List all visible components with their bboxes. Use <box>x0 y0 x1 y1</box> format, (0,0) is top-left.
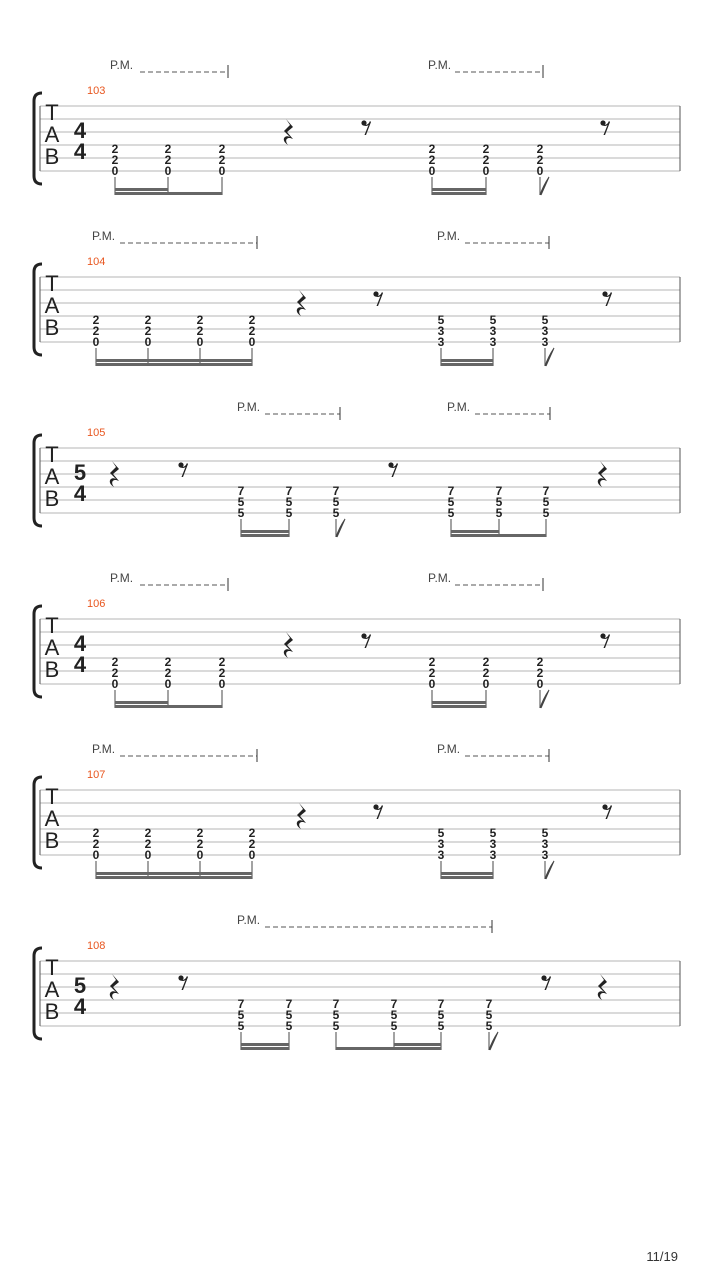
palm-mute-label: P.M. <box>92 742 116 756</box>
eighth-rest <box>388 462 398 477</box>
tab-clef-letter: A <box>44 977 60 1002</box>
fret-number: 5 <box>332 495 340 509</box>
eighth-rest-dot <box>600 633 605 638</box>
fret-number: 7 <box>237 484 245 498</box>
fret-number: 2 <box>111 153 119 167</box>
eighth-rest-dot <box>178 975 183 980</box>
measure-number: 108 <box>87 940 106 952</box>
fret-number: 3 <box>541 324 549 338</box>
fret-number: 0 <box>536 677 544 691</box>
note-beam <box>241 530 289 533</box>
fret-number: 0 <box>428 677 436 691</box>
fret-number: 3 <box>437 837 445 851</box>
fret-number: 2 <box>196 324 204 338</box>
fret-number: 3 <box>489 837 497 851</box>
fret-number: 7 <box>495 484 503 498</box>
eighth-rest-dot <box>600 120 605 125</box>
tab-clef-letter: A <box>44 293 60 318</box>
tab-system <box>34 571 680 708</box>
palm-mute-label: P.M. <box>437 229 461 243</box>
fret-number: 0 <box>482 677 490 691</box>
tab-clef-letter: T <box>45 100 59 125</box>
palm-mute-label: P.M. <box>110 58 134 72</box>
system-bracket <box>34 606 42 697</box>
fret-number: 5 <box>495 495 503 509</box>
fret-number: 2 <box>218 153 226 167</box>
note-beam <box>96 359 252 362</box>
palm-mute-label: P.M. <box>110 571 134 585</box>
note-beam <box>441 876 493 879</box>
fret-number: 5 <box>285 1019 293 1033</box>
note-beam <box>499 534 546 537</box>
fret-number: 0 <box>111 677 119 691</box>
note-beam <box>441 872 493 875</box>
eighth-rest-dot <box>602 291 607 296</box>
fret-number: 2 <box>111 655 119 669</box>
time-signature-top: 5 <box>73 973 87 998</box>
fret-number: 7 <box>285 997 293 1011</box>
fret-number: 0 <box>111 164 119 178</box>
eighth-rest <box>600 633 610 648</box>
tab-clef-letter: B <box>44 486 60 511</box>
fret-number: 3 <box>489 848 497 862</box>
note-beam <box>241 534 289 537</box>
time-signature-bottom: 4 <box>73 139 87 164</box>
fret-number: 2 <box>482 666 490 680</box>
note-beam <box>96 363 252 366</box>
tab-clef-letter: T <box>45 784 59 809</box>
note-flag <box>540 177 549 195</box>
fret-number: 2 <box>144 837 152 851</box>
fret-number: 5 <box>437 313 445 327</box>
fret-number: 5 <box>237 495 245 509</box>
fret-number: 2 <box>164 666 172 680</box>
fret-number: 7 <box>437 997 445 1011</box>
fret-number: 0 <box>92 335 100 349</box>
fret-number: 0 <box>428 164 436 178</box>
tab-clef-letter: B <box>44 657 60 682</box>
palm-mute-label: P.M. <box>237 913 261 927</box>
fret-number: 2 <box>92 313 100 327</box>
fret-number: 2 <box>428 666 436 680</box>
note-beam <box>432 192 486 195</box>
fret-number: 2 <box>428 153 436 167</box>
time-signature-bottom: 4 <box>73 994 87 1019</box>
fret-number: 0 <box>218 677 226 691</box>
tab-clef-letter: T <box>45 442 59 467</box>
fret-number: 5 <box>237 506 245 520</box>
system-bracket <box>34 777 42 868</box>
note-beam <box>394 1043 441 1046</box>
note-beam <box>432 188 486 191</box>
tab-clef-letter: B <box>44 999 60 1024</box>
note-beam <box>432 701 486 704</box>
note-beam <box>394 1047 441 1050</box>
fret-number: 5 <box>285 506 293 520</box>
fret-number: 3 <box>489 324 497 338</box>
eighth-rest-dot <box>373 291 378 296</box>
fret-number: 0 <box>144 848 152 862</box>
fret-number: 5 <box>495 506 503 520</box>
fret-number: 2 <box>248 837 256 851</box>
time-signature-top: 4 <box>73 631 87 656</box>
fret-number: 5 <box>447 506 455 520</box>
fret-number: 2 <box>196 837 204 851</box>
fret-number: 5 <box>437 1019 445 1033</box>
fret-number: 2 <box>482 142 490 156</box>
fret-number: 2 <box>144 313 152 327</box>
note-beam <box>115 705 168 708</box>
tab-clef-letter: A <box>44 122 60 147</box>
time-signature-top: 4 <box>73 118 87 143</box>
fret-number: 5 <box>485 1019 493 1033</box>
fret-number: 7 <box>447 484 455 498</box>
time-signature-top: 5 <box>73 460 87 485</box>
note-beam <box>115 701 168 704</box>
tab-system <box>34 913 680 1050</box>
system-bracket <box>34 264 42 355</box>
fret-number: 7 <box>542 484 550 498</box>
fret-number: 2 <box>196 313 204 327</box>
time-signature-bottom: 4 <box>73 481 87 506</box>
measure-number: 106 <box>87 598 106 610</box>
tab-clef-letter: A <box>44 464 60 489</box>
note-flag <box>336 519 345 537</box>
fret-number: 0 <box>164 164 172 178</box>
eighth-rest <box>361 633 371 648</box>
fret-number: 2 <box>92 826 100 840</box>
measure-number: 107 <box>87 769 106 781</box>
fret-number: 2 <box>92 324 100 338</box>
fret-number: 2 <box>111 142 119 156</box>
eighth-rest-dot <box>388 462 393 467</box>
tab-system <box>34 400 680 537</box>
tab-clef-letter: T <box>45 955 59 980</box>
tab-system <box>34 58 680 195</box>
palm-mute-label: P.M. <box>447 400 471 414</box>
note-beam <box>168 192 222 195</box>
note-beam <box>241 1047 289 1050</box>
system-bracket <box>34 93 42 184</box>
fret-number: 2 <box>536 142 544 156</box>
fret-number: 5 <box>489 826 497 840</box>
fret-number: 5 <box>485 1008 493 1022</box>
palm-mute-label: P.M. <box>92 229 116 243</box>
page-number: 11/19 <box>646 1249 678 1264</box>
eighth-rest-dot <box>361 633 366 638</box>
eighth-rest <box>373 291 383 306</box>
fret-number: 7 <box>237 997 245 1011</box>
fret-number: 0 <box>218 164 226 178</box>
fret-number: 2 <box>92 837 100 851</box>
fret-number: 2 <box>218 666 226 680</box>
fret-number: 0 <box>482 164 490 178</box>
fret-number: 0 <box>248 848 256 862</box>
fret-number: 7 <box>332 484 340 498</box>
fret-number: 5 <box>332 1019 340 1033</box>
fret-number: 2 <box>248 826 256 840</box>
fret-number: 2 <box>248 324 256 338</box>
fret-number: 0 <box>196 848 204 862</box>
fret-number: 7 <box>332 997 340 1011</box>
time-signature-bottom: 4 <box>73 652 87 677</box>
fret-number: 2 <box>144 826 152 840</box>
note-beam <box>441 359 493 362</box>
fret-number: 2 <box>248 313 256 327</box>
eighth-rest <box>602 291 612 306</box>
tab-clef-letter: A <box>44 806 60 831</box>
note-flag <box>489 1032 498 1050</box>
eighth-rest <box>178 462 188 477</box>
note-beam <box>451 534 499 537</box>
tab-clef-letter: B <box>44 144 60 169</box>
eighth-rest <box>600 120 610 135</box>
fret-number: 2 <box>111 666 119 680</box>
fret-number: 5 <box>542 506 550 520</box>
tab-clef-letter: T <box>45 271 59 296</box>
fret-number: 3 <box>541 848 549 862</box>
fret-number: 3 <box>437 335 445 349</box>
fret-number: 2 <box>428 142 436 156</box>
fret-number: 2 <box>536 666 544 680</box>
measure-number: 104 <box>87 256 106 268</box>
fret-number: 0 <box>248 335 256 349</box>
tab-clef-letter: A <box>44 635 60 660</box>
fret-number: 5 <box>332 506 340 520</box>
palm-mute-label: P.M. <box>437 742 461 756</box>
fret-number: 5 <box>237 1019 245 1033</box>
fret-number: 5 <box>285 495 293 509</box>
fret-number: 2 <box>164 142 172 156</box>
fret-number: 5 <box>437 1008 445 1022</box>
system-bracket <box>34 948 42 1039</box>
fret-number: 5 <box>437 826 445 840</box>
measure-number: 103 <box>87 85 106 97</box>
eighth-rest-dot <box>541 975 546 980</box>
eighth-rest-dot <box>361 120 366 125</box>
tab-clef-letter: B <box>44 828 60 853</box>
fret-number: 2 <box>164 153 172 167</box>
eighth-rest <box>361 120 371 135</box>
system-bracket <box>34 435 42 526</box>
fret-number: 0 <box>196 335 204 349</box>
eighth-rest <box>541 975 551 990</box>
note-beam <box>441 363 493 366</box>
fret-number: 3 <box>489 335 497 349</box>
fret-number: 7 <box>485 997 493 1011</box>
note-beam <box>96 872 252 875</box>
eighth-rest-dot <box>178 462 183 467</box>
fret-number: 2 <box>536 153 544 167</box>
palm-mute-label: P.M. <box>237 400 261 414</box>
fret-number: 5 <box>285 1008 293 1022</box>
fret-number: 3 <box>437 848 445 862</box>
fret-number: 5 <box>332 1008 340 1022</box>
eighth-rest <box>602 804 612 819</box>
fret-number: 2 <box>536 655 544 669</box>
fret-number: 3 <box>541 837 549 851</box>
palm-mute-label: P.M. <box>428 571 452 585</box>
note-beam <box>241 1043 289 1046</box>
note-beam <box>432 705 486 708</box>
fret-number: 2 <box>482 655 490 669</box>
fret-number: 5 <box>237 1008 245 1022</box>
fret-number: 2 <box>196 826 204 840</box>
measure-number: 105 <box>87 427 106 439</box>
fret-number: 2 <box>482 153 490 167</box>
note-flag <box>540 690 549 708</box>
fret-number: 2 <box>218 142 226 156</box>
eighth-rest <box>178 975 188 990</box>
fret-number: 2 <box>144 324 152 338</box>
fret-number: 7 <box>285 484 293 498</box>
fret-number: 5 <box>541 826 549 840</box>
eighth-rest-dot <box>602 804 607 809</box>
fret-number: 0 <box>144 335 152 349</box>
fret-number: 2 <box>428 655 436 669</box>
fret-number: 5 <box>390 1008 398 1022</box>
note-flag <box>545 348 554 366</box>
note-beam <box>168 705 222 708</box>
fret-number: 0 <box>92 848 100 862</box>
fret-number: 5 <box>542 495 550 509</box>
fret-number: 7 <box>390 997 398 1011</box>
eighth-rest <box>373 804 383 819</box>
palm-mute-label: P.M. <box>428 58 452 72</box>
tab-system <box>34 229 680 366</box>
fret-number: 2 <box>218 655 226 669</box>
fret-number: 5 <box>447 495 455 509</box>
fret-number: 3 <box>437 324 445 338</box>
fret-number: 2 <box>164 655 172 669</box>
note-beam <box>96 876 252 879</box>
fret-number: 0 <box>164 677 172 691</box>
fret-number: 5 <box>541 313 549 327</box>
tab-clef-letter: B <box>44 315 60 340</box>
eighth-rest-dot <box>373 804 378 809</box>
note-beam <box>115 188 168 191</box>
fret-number: 5 <box>489 313 497 327</box>
note-flag <box>545 861 554 879</box>
note-beam <box>451 530 499 533</box>
fret-number: 0 <box>536 164 544 178</box>
fret-number: 3 <box>541 335 549 349</box>
fret-number: 5 <box>390 1019 398 1033</box>
tab-clef-letter: T <box>45 613 59 638</box>
tab-system <box>34 742 680 879</box>
note-beam <box>115 192 168 195</box>
